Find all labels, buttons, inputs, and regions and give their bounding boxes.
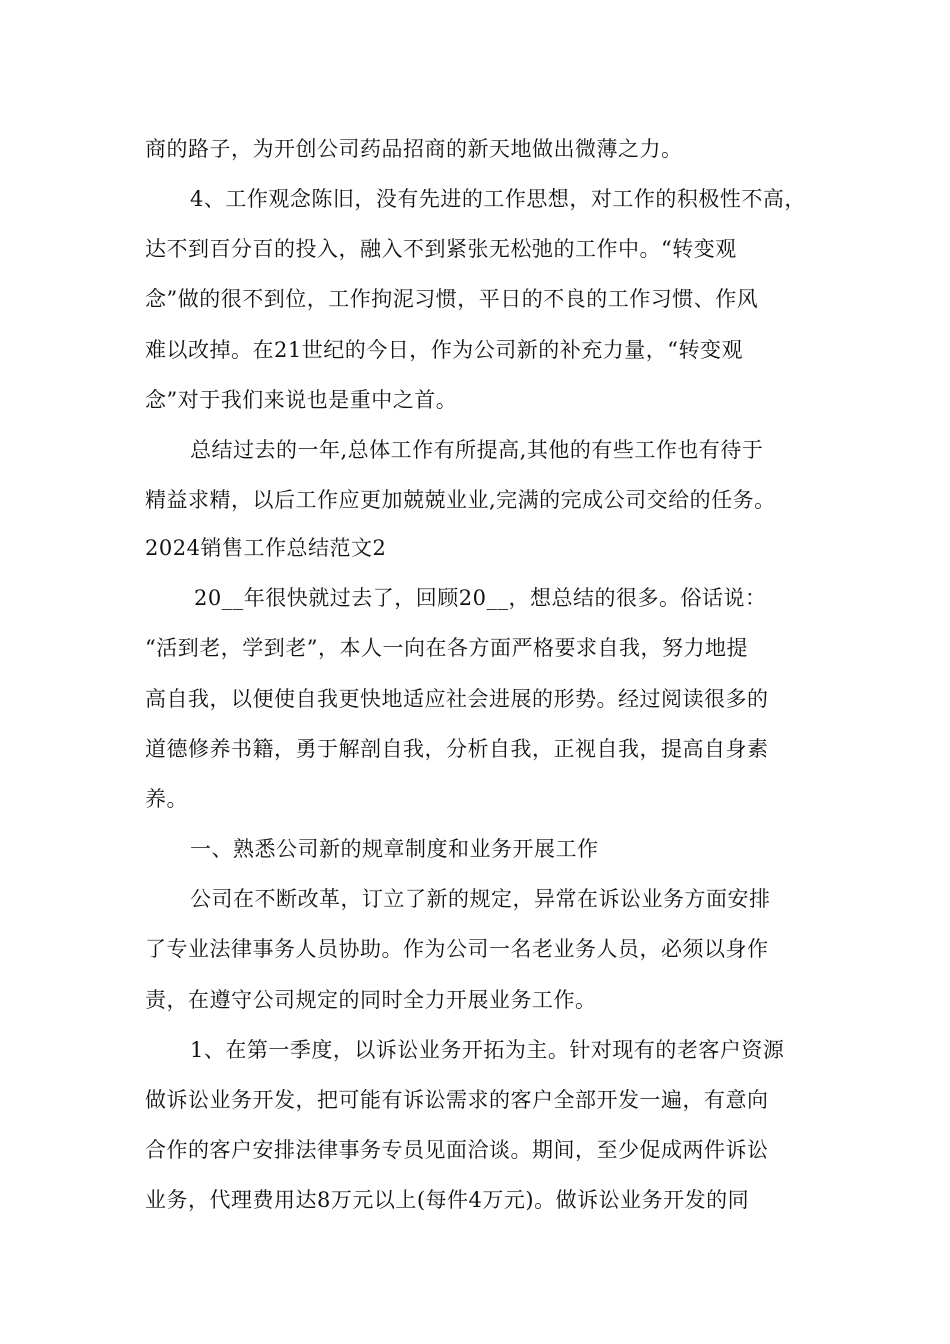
text-line: 达不到百分百的投入，融入不到紧张无松弛的工作中。“转变观 — [145, 237, 737, 261]
text-line: 1、在第一季度，以诉讼业务开拓为主。针对现有的老客户资源 — [190, 1038, 785, 1062]
text-line: 商的路子，为开创公司药品招商的新天地做出微薄之力。 — [145, 137, 683, 161]
text-line: 道德修养书籍，勇于解剖自我，分析自我，正视自我，提高自身素 — [145, 737, 769, 761]
text-line: 20__年很快就过去了，回顾20__，想总结的很多。俗话说： — [194, 586, 767, 610]
text-line: “活到老，学到老”，本人一向在各方面严格要求自我，努力地提 — [145, 636, 748, 660]
text-line: 责，在遵守公司规定的同时全力开展业务工作。 — [145, 988, 597, 1012]
text-line: 合作的客户安排法律事务专员见面洽谈。期间，至少促成两件诉讼 — [145, 1138, 769, 1162]
text-line: 公司在不断改革，订立了新的规定，异常在诉讼业务方面安排 — [190, 887, 771, 911]
text-line: 了专业法律事务人员协助。作为公司一名老业务人员，必须以身作 — [145, 937, 769, 961]
text-line: 念”对于我们来说也是重中之首。 — [145, 388, 458, 412]
text-line: 高自我，以便使自我更快地适应社会进展的形势。经过阅读很多的 — [145, 687, 769, 711]
text-line: 精益求精，以后工作应更加兢兢业业,完满的完成公司交给的任务。 — [145, 488, 776, 512]
text-line: 养。 — [145, 787, 188, 811]
section-heading: 2024销售工作总结范文2 — [145, 536, 387, 560]
text-line: 4、工作观念陈旧，没有先进的工作思想，对工作的积极性不高， — [190, 187, 806, 211]
text-line: 做诉讼业务开发，把可能有诉讼需求的客户全部开发一遍，有意向 — [145, 1088, 769, 1112]
text-line: 难以改掉。在21世纪的今日，作为公司新的补充力量，“转变观 — [145, 338, 743, 362]
text-line: 总结过去的一年,总体工作有所提高,其他的有些工作也有待于 — [190, 438, 764, 462]
text-line: 业务，代理费用达8万元以上(每件4万元)。做诉讼业务开发的同 — [145, 1188, 750, 1212]
text-line: 念”做的很不到位，工作拘泥习惯，平日的不良的工作习惯、作风 — [145, 287, 759, 311]
subsection-heading: 一、熟悉公司新的规章制度和业务开展工作 — [190, 837, 599, 861]
